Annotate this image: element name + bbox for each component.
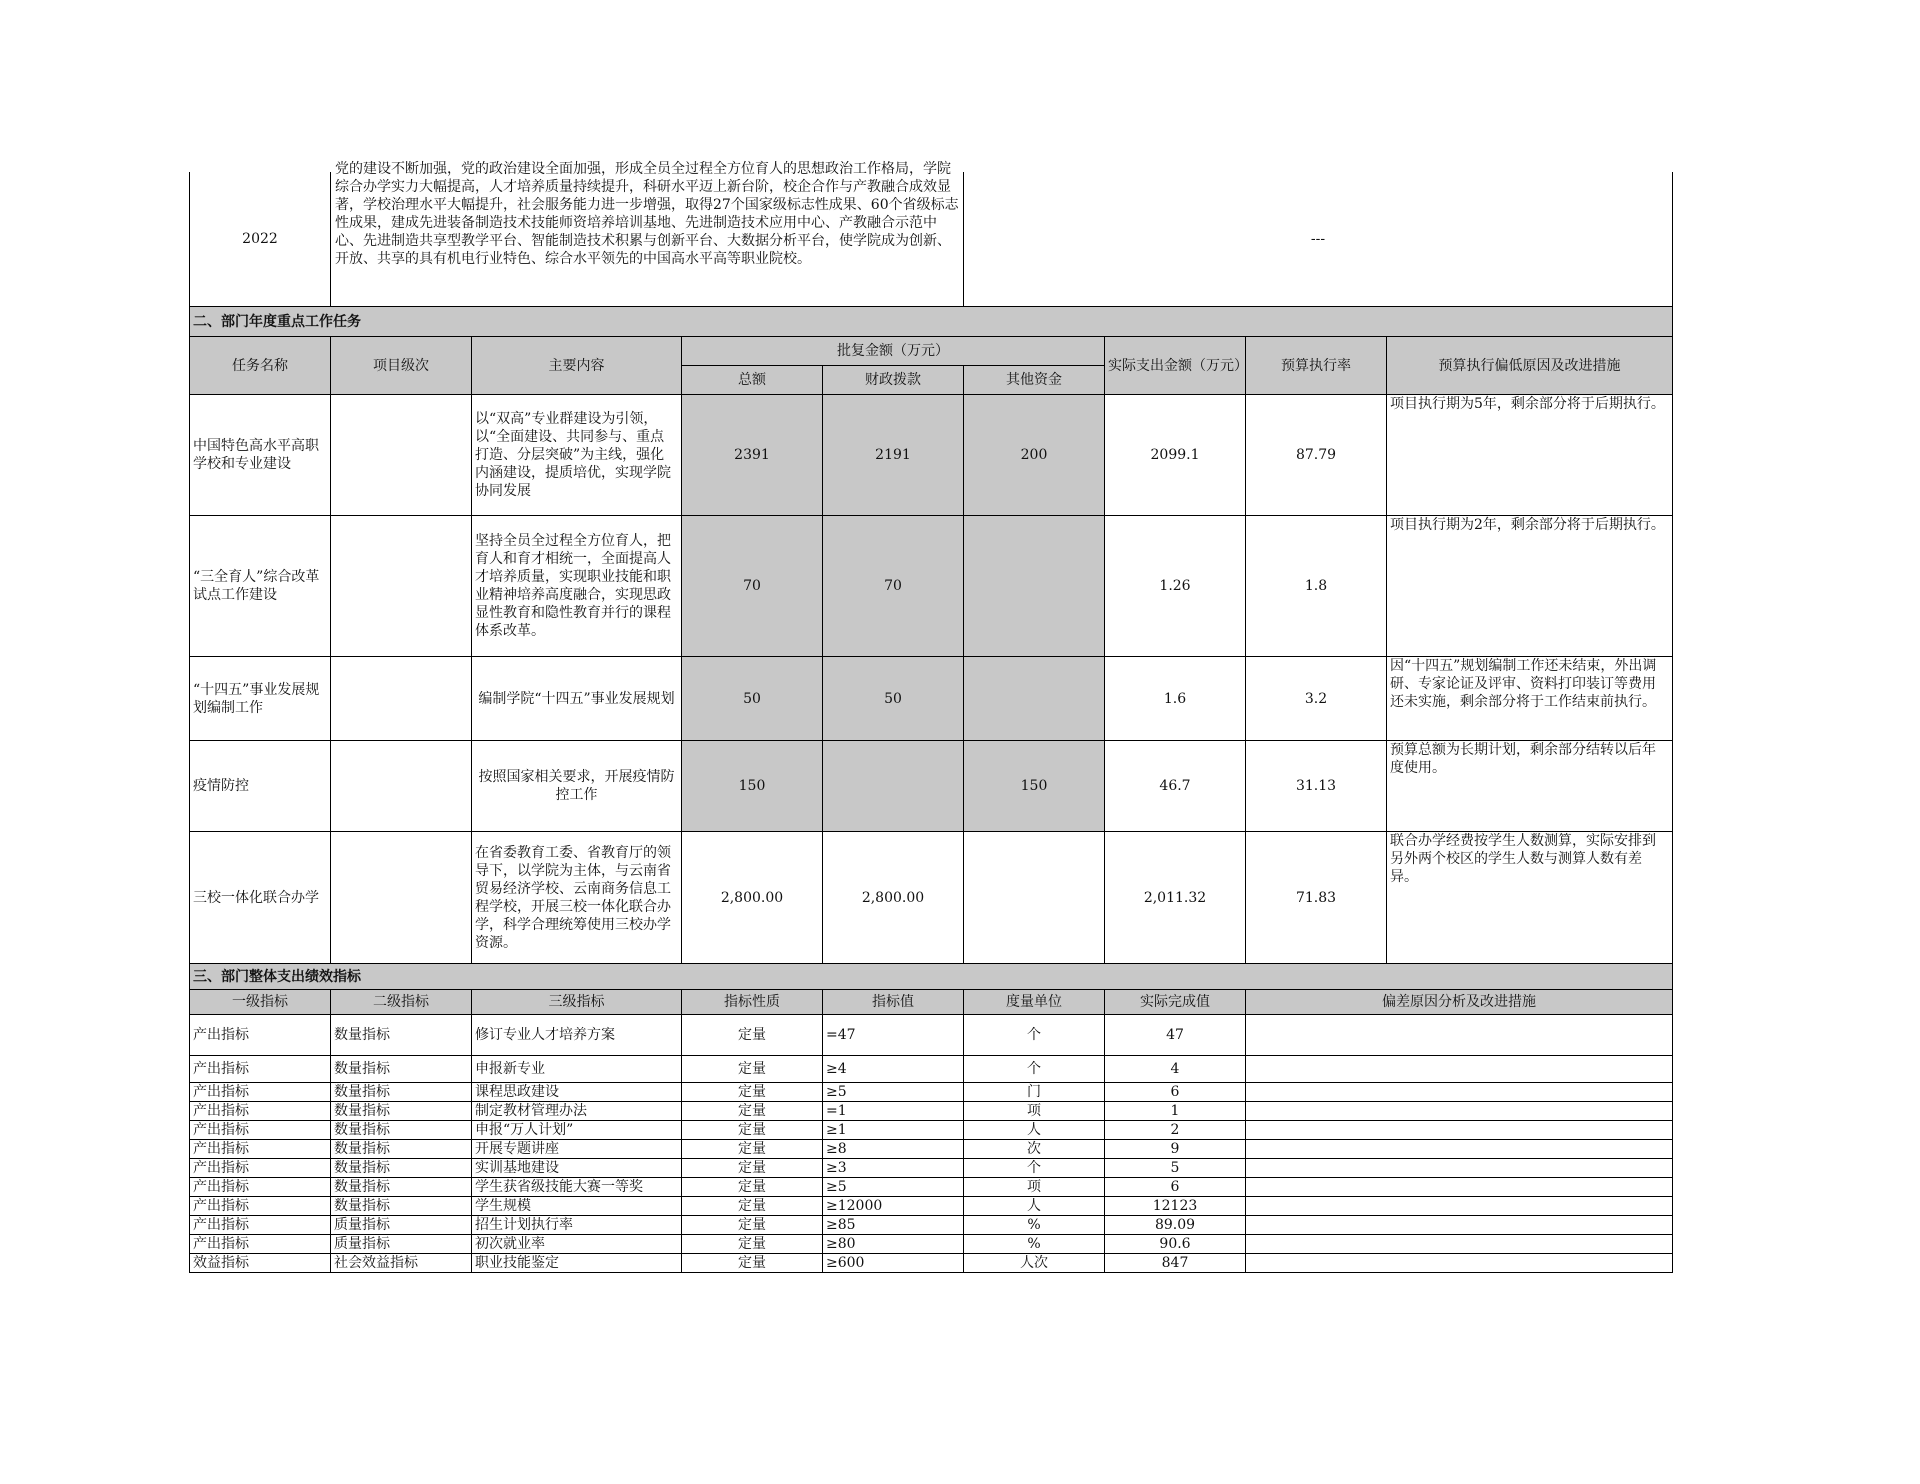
indicator-analysis (1246, 1015, 1673, 1056)
indicator-l3: 申报“万人计划” (472, 1121, 682, 1140)
task-content: 在省委教育工委、省教育厅的领导下，以学院为主体，与云南省贸易经济学校、云南商务信息工程学校，开展三校一体化联合办学，科学合理统筹使用三校办学资源。 (472, 832, 682, 964)
indicator-l3: 学生获省级技能大赛一等奖 (472, 1178, 682, 1197)
indicator-row (190, 1015, 1673, 1056)
indicator-unit: 个 (964, 1159, 1105, 1178)
header-value: 指标值 (823, 990, 964, 1015)
header-approved-amount: 批复金额（万元） (682, 337, 1105, 366)
indicator-analysis (1246, 1140, 1673, 1159)
indicator-unit: 次 (964, 1140, 1105, 1159)
indicator-l2: 数量指标 (331, 1015, 472, 1056)
indicator-done: 12123 (1105, 1197, 1246, 1216)
task-rate: 3.2 (1246, 657, 1387, 741)
header-total: 总额 (682, 366, 823, 395)
goal-text: 党的建设不断加强，党的政治建设全面加强，形成全员全过程全方位育人的思想政治工作格局，学院综合办学实力大幅提高，人才培养质量持续提升，科研水平迈上新台阶，校企合作与产教融合成效显著，学校治理水平大幅提升，社会服务能力进一步增强，取得27个国家级标志性成果、60个省级标志性成果，建成先进装备制造技术技能师资培养培训基地、先进制造技术应用中心、产教融合示范中心、先进制造共享型教学平台、智能制造技术积累与创新平台、大数据分析平台，使学院成为创新、开放、共享的具有机电行业特色、综合水平领先的中国高水平高等职业院校。 (335, 161, 959, 267)
indicator-l3: 制定教材管理办法 (472, 1102, 682, 1121)
indicator-value: ≥1 (823, 1121, 964, 1140)
indicator-done: 89.09 (1105, 1216, 1246, 1235)
indicator-l2: 数量指标 (331, 1140, 472, 1159)
indicator-l1: 产出指标 (190, 1083, 331, 1102)
indicator-unit: 人 (964, 1121, 1105, 1140)
task-other (964, 832, 1105, 964)
task-total: 2,800.00 (682, 832, 823, 964)
indicator-done: 9 (1105, 1140, 1246, 1159)
indicator-done: 6 (1105, 1178, 1246, 1197)
task-total: 2391 (682, 395, 823, 516)
task-content: 按照国家相关要求，开展疫情防控工作 (472, 741, 682, 832)
indicator-row (190, 1121, 1673, 1140)
indicator-l3: 职业技能鉴定 (472, 1254, 682, 1273)
indicator-row (190, 1083, 1673, 1102)
indicator-done: 5 (1105, 1159, 1246, 1178)
goal-text-cell (331, 161, 964, 307)
task-other: 150 (964, 741, 1105, 832)
goal-dash-cell: --- (964, 172, 1673, 307)
indicator-analysis (1246, 1197, 1673, 1216)
indicator-analysis (1246, 1159, 1673, 1178)
indicator-l1: 产出指标 (190, 1056, 331, 1083)
task-actual: 1.6 (1105, 657, 1246, 741)
task-name: 疫情防控 (190, 741, 331, 832)
header-project-level: 项目级次 (331, 337, 472, 395)
indicator-row (190, 1140, 1673, 1159)
indicator-unit: 项 (964, 1102, 1105, 1121)
indicator-nature: 定量 (682, 1056, 823, 1083)
task-reason: 联合办学经费按学生人数测算，实际安排到另外两个校区的学生人数与测算人数有差异。 (1387, 832, 1673, 964)
indicator-l3: 实训基地建设 (472, 1159, 682, 1178)
header-other-funds: 其他资金 (964, 366, 1105, 395)
year-goal-row (190, 172, 1673, 307)
indicator-nature: 定量 (682, 1159, 823, 1178)
indicator-nature: 定量 (682, 1102, 823, 1121)
indicator-value: ≥85 (823, 1216, 964, 1235)
task-row (190, 657, 1673, 741)
indicator-l1: 产出指标 (190, 1140, 331, 1159)
indicator-l1: 产出指标 (190, 1015, 331, 1056)
task-level (331, 741, 472, 832)
indicator-unit: 项 (964, 1178, 1105, 1197)
indicator-unit: % (964, 1216, 1105, 1235)
task-actual: 1.26 (1105, 516, 1246, 657)
indicator-analysis (1246, 1216, 1673, 1235)
indicator-analysis (1246, 1121, 1673, 1140)
task-total: 150 (682, 741, 823, 832)
task-fiscal: 50 (823, 657, 964, 741)
indicator-row (190, 1102, 1673, 1121)
task-total: 50 (682, 657, 823, 741)
task-level (331, 395, 472, 516)
task-reason: 预算总额为长期计划，剩余部分结转以后年度使用。 (1387, 741, 1673, 832)
indicator-value: ≥80 (823, 1235, 964, 1254)
indicator-nature: 定量 (682, 1121, 823, 1140)
task-level (331, 832, 472, 964)
indicator-l2: 数量指标 (331, 1102, 472, 1121)
indicator-nature: 定量 (682, 1197, 823, 1216)
task-rate: 87.79 (1246, 395, 1387, 516)
indicator-analysis (1246, 1102, 1673, 1121)
task-row (190, 516, 1673, 657)
indicator-l2: 质量指标 (331, 1235, 472, 1254)
task-other (964, 516, 1105, 657)
indicator-l3: 初次就业率 (472, 1235, 682, 1254)
indicator-value: =1 (823, 1102, 964, 1121)
year-cell: 2022 (190, 172, 331, 307)
indicator-value: ≥600 (823, 1254, 964, 1273)
indicator-nature: 定量 (682, 1178, 823, 1197)
indicator-value: ≥4 (823, 1056, 964, 1083)
indicator-row (190, 1056, 1673, 1083)
indicator-value: ≥12000 (823, 1197, 964, 1216)
indicator-done: 2 (1105, 1121, 1246, 1140)
indicator-done: 4 (1105, 1056, 1246, 1083)
task-rate: 71.83 (1246, 832, 1387, 964)
indicator-row (190, 1216, 1673, 1235)
indicator-done: 6 (1105, 1083, 1246, 1102)
task-fiscal (823, 741, 964, 832)
indicator-nature: 定量 (682, 1140, 823, 1159)
indicator-unit: 人 (964, 1197, 1105, 1216)
indicator-analysis (1246, 1235, 1673, 1254)
task-content: 坚持全员全过程全方位育人，把育人和育才相统一，全面提高人才培养质量，实现职业技能和职业精神培养高度融合，实现思政显性教育和隐性教育并行的课程体系改革。 (472, 516, 682, 657)
spreadsheet-page (189, 161, 1672, 1273)
indicator-row (190, 1235, 1673, 1254)
task-content: 编制学院“十四五”事业发展规划 (472, 657, 682, 741)
indicator-l3: 开展专题讲座 (472, 1140, 682, 1159)
indicator-value: =47 (823, 1015, 964, 1056)
task-fiscal: 70 (823, 516, 964, 657)
indicator-nature: 定量 (682, 1235, 823, 1254)
task-total: 70 (682, 516, 823, 657)
task-name: 中国特色高水平高职学校和专业建设 (190, 395, 331, 516)
indicator-l3: 修订专业人才培养方案 (472, 1015, 682, 1056)
indicator-done: 847 (1105, 1254, 1246, 1273)
task-actual: 2099.1 (1105, 395, 1246, 516)
indicator-l3: 申报新专业 (472, 1056, 682, 1083)
indicator-unit: 个 (964, 1015, 1105, 1056)
indicator-value: ≥3 (823, 1159, 964, 1178)
indicator-analysis (1246, 1056, 1673, 1083)
header-fiscal: 财政拨款 (823, 366, 964, 395)
indicator-l2: 质量指标 (331, 1216, 472, 1235)
indicator-l2: 数量指标 (331, 1159, 472, 1178)
indicator-analysis (1246, 1178, 1673, 1197)
task-fiscal: 2,800.00 (823, 832, 964, 964)
task-rate: 31.13 (1246, 741, 1387, 832)
indicator-l2: 数量指标 (331, 1121, 472, 1140)
indicator-row (190, 1178, 1673, 1197)
indicator-nature: 定量 (682, 1015, 823, 1056)
section2-title: 二、部门年度重点工作任务 (190, 307, 1673, 337)
task-name: “三全育人”综合改革试点工作建设 (190, 516, 331, 657)
header-exec-rate: 预算执行率 (1246, 337, 1387, 395)
task-row (190, 741, 1673, 832)
header-done: 实际完成值 (1105, 990, 1246, 1015)
header-task-name: 任务名称 (190, 337, 331, 395)
task-fiscal: 2191 (823, 395, 964, 516)
indicator-l1: 产出指标 (190, 1216, 331, 1235)
indicator-done: 90.6 (1105, 1235, 1246, 1254)
indicator-row (190, 1159, 1673, 1178)
task-reason: 项目执行期为5年，剩余部分将于后期执行。 (1387, 395, 1673, 516)
task-other: 200 (964, 395, 1105, 516)
task-row (190, 832, 1673, 964)
indicator-l1: 产出指标 (190, 1159, 331, 1178)
indicator-unit: 门 (964, 1083, 1105, 1102)
task-actual: 2,011.32 (1105, 832, 1246, 964)
header-main-content: 主要内容 (472, 337, 682, 395)
indicator-unit: % (964, 1235, 1105, 1254)
indicator-l2: 数量指标 (331, 1056, 472, 1083)
header-level3: 三级指标 (472, 990, 682, 1015)
indicator-nature: 定量 (682, 1083, 823, 1102)
indicator-l1: 产出指标 (190, 1121, 331, 1140)
indicator-l1: 产出指标 (190, 1235, 331, 1254)
indicator-l1: 产出指标 (190, 1178, 331, 1197)
indicator-row (190, 1197, 1673, 1216)
header-level1: 一级指标 (190, 990, 331, 1015)
indicator-l2: 数量指标 (331, 1197, 472, 1216)
task-other (964, 657, 1105, 741)
indicator-value: ≥8 (823, 1140, 964, 1159)
task-content: 以“双高”专业群建设为引领，以“全面建设、共同参与、重点打造、分层突破”为主线，强化内涵建设，提质培优，实现学院协同发展 (472, 395, 682, 516)
header-level2: 二级指标 (331, 990, 472, 1015)
indicator-l2: 数量指标 (331, 1178, 472, 1197)
header-unit: 度量单位 (964, 990, 1105, 1015)
budget-table (189, 161, 1673, 1273)
indicator-l1: 效益指标 (190, 1254, 331, 1273)
indicator-row (190, 1254, 1673, 1273)
indicator-l3: 学生规模 (472, 1197, 682, 1216)
indicator-l3: 招生计划执行率 (472, 1216, 682, 1235)
indicator-value: ≥5 (823, 1178, 964, 1197)
indicator-l2: 数量指标 (331, 1083, 472, 1102)
indicator-value: ≥5 (823, 1083, 964, 1102)
task-name: “十四五”事业发展规划编制工作 (190, 657, 331, 741)
task-row (190, 395, 1673, 516)
indicator-nature: 定量 (682, 1216, 823, 1235)
header-nature: 指标性质 (682, 990, 823, 1015)
indicator-analysis (1246, 1083, 1673, 1102)
header-reason: 预算执行偏低原因及改进措施 (1387, 337, 1673, 395)
indicator-l1: 产出指标 (190, 1102, 331, 1121)
task-level (331, 516, 472, 657)
indicator-unit: 人次 (964, 1254, 1105, 1273)
header-actual-expense: 实际支出金额（万元） (1105, 337, 1246, 395)
task-reason: 因“十四五”规划编制工作还未结束，外出调研、专家论证及评审、资料打印装订等费用还未实施，剩余部分将于工作结束前执行。 (1387, 657, 1673, 741)
task-rate: 1.8 (1246, 516, 1387, 657)
indicator-l2: 社会效益指标 (331, 1254, 472, 1273)
indicator-l1: 产出指标 (190, 1197, 331, 1216)
task-reason: 项目执行期为2年，剩余部分将于后期执行。 (1387, 516, 1673, 657)
indicator-done: 1 (1105, 1102, 1246, 1121)
task-actual: 46.7 (1105, 741, 1246, 832)
task-name: 三校一体化联合办学 (190, 832, 331, 964)
indicator-done: 47 (1105, 1015, 1246, 1056)
indicator-unit: 个 (964, 1056, 1105, 1083)
section3-title: 三、部门整体支出绩效指标 (190, 964, 1673, 990)
indicator-analysis (1246, 1254, 1673, 1273)
indicator-l3: 课程思政建设 (472, 1083, 682, 1102)
indicator-nature: 定量 (682, 1254, 823, 1273)
header-analysis: 偏差原因分析及改进措施 (1246, 990, 1673, 1015)
task-level (331, 657, 472, 741)
